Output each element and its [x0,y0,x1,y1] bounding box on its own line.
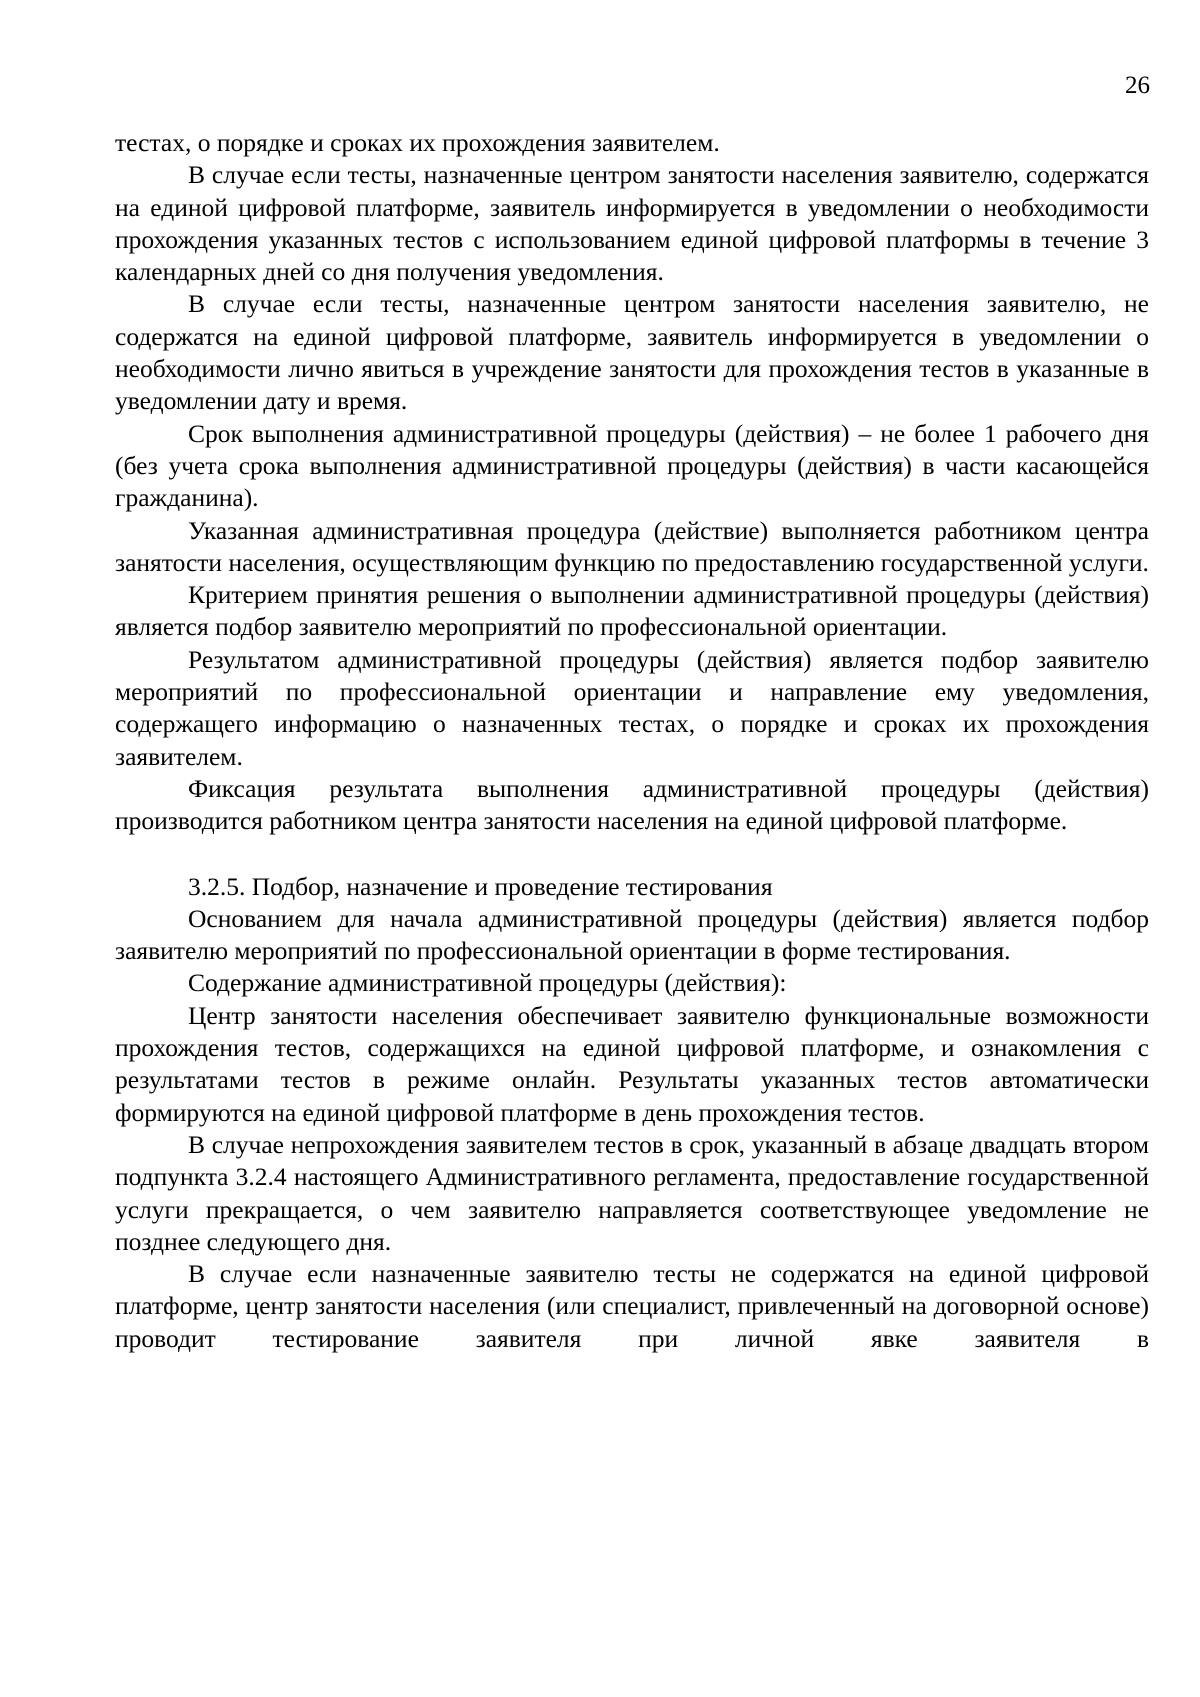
paragraph: В случае непрохождения заявителем тестов в срок, указанный в абзаце двадцать втором подпункта 3.2.4 настоящего Административного регламента, предоставление государственной услуги прекращается, о чем заявителю направляется соответствующее уведомление не позднее следующего дня. [115,1129,1149,1256]
page-number: 26 [1125,72,1150,99]
paragraph: Содержание административной процедуры (действия): [188,968,787,998]
paragraph: Критерием принятия решения о выполнении административной процедуры (действия) является подбор заявителю мероприятий по профессиональной ориентации. [115,580,1149,642]
paragraph: Фиксация результата выполнения административной процедуры (действия) производится работником центра занятости населения на единой цифровой платформе. [115,773,1149,836]
paragraph: Центр занятости населения обеспечивает заявителю функциональные возможности прохождения тестов, содержащихся на единой цифровой платформе, и ознакомления с результатами тестов в режиме онлайн. Результаты указанных тестов автоматически формируются на единой цифровой платформе в день прохождения тестов. [115,1000,1149,1127]
paragraph: В случае если назначенные заявителю тесты не содержатся на единой цифровой платформе, центр занятости населения (или специалист, привлеченный на договорной основе) проводит тестирование заявителя при личной явке заявителя в [115,1259,1149,1353]
section-spacer [115,838,1149,871]
paragraph: В случае если тесты, назначенные центром занятости населения заявителю, содержатся на единой цифровой платформе, заявитель информируется в уведомлении о необходимости прохождения указанных тестов с использованием единой цифровой платформы в течение 3 календарных дней со дня получения уведомления. [115,160,1149,287]
paragraph: Результатом административной процедуры (действия) является подбор заявителю мероприятий по профессиональной ориентации и направление ему уведомления, содержащего информацию о назначенных тестах, о порядке и сроках их прохождения заявителем. [115,644,1149,771]
paragraph: тестах, о порядке и сроках их прохождения заявителем. [115,128,720,157]
document-body [115,127,1149,1355]
section-heading: 3.2.5. Подбор, назначение и проведение тестирования [188,871,773,901]
paragraph: Срок выполнения административной процедуры (действия) – не более 1 рабочего дня (без учета срока выполнения административной процедуры (действия) в части касающейся гражданина). [115,418,1149,513]
paragraph: В случае если тесты, назначенные центром занятости населения заявителю, не содержатся на единой цифровой платформе, заявитель информируется в уведомлении о необходимости лично явиться в учреждение занятости для прохождения тестов в указанные в уведомлении дату и время. [115,289,1149,416]
paragraph: Указанная административная процедура (действие) выполняется работником центра занятости населения, осуществляющим функцию по предоставлению государственной услуги. [115,515,1149,577]
paragraph: Основанием для начала административной процедуры (действия) является подбор заявителю мероприятий по профессиональной ориентации в форме тестирования. [115,903,1149,966]
